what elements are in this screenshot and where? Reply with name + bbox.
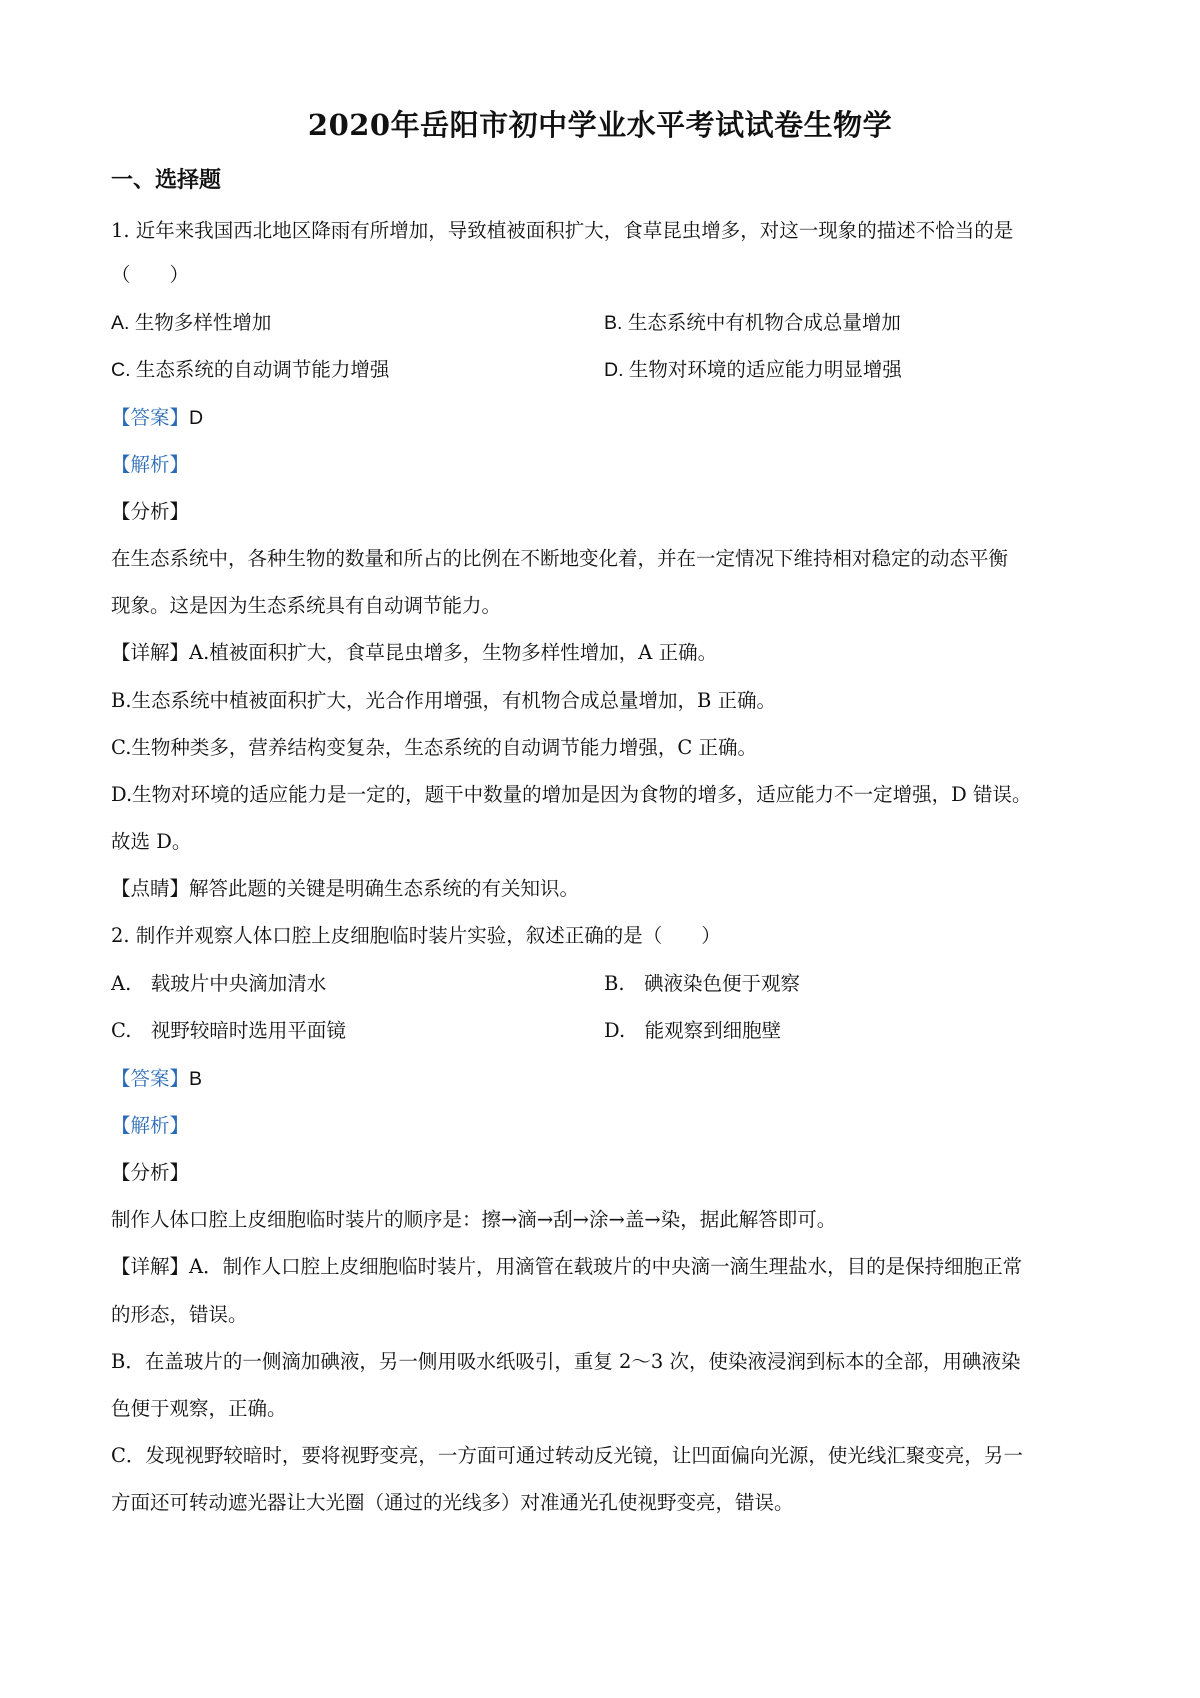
page-title: 2020年岳阳市初中学业水平考试试卷生物学 [307, 108, 893, 142]
q2-detail-b-line-2: 色便于观察，正确。 [111, 1397, 287, 1420]
detail-tag: 【详解】 [111, 641, 190, 664]
q1-option-c: C. 生态系统的自动调节能力增强 [111, 359, 390, 381]
q2-option-a: A. 载玻片中央滴加清水 [111, 972, 327, 995]
q1-paren: （ ） [111, 263, 190, 286]
answer-tag: 【答案】 [111, 406, 190, 429]
q2-analysis-line-1: 制作人体口腔上皮细胞临时装片的顺序是：擦→滴→刮→涂→盖→染，据此解答即可。 [111, 1208, 837, 1231]
q2-option-b: B. 碘液染色便于观察 [604, 972, 801, 995]
q2-fenxi-tag: 【分析】 [111, 1161, 190, 1184]
q1-analysis-line-1: 在生态系统中，各种生物的数量和所占的比例在不断地变化着，并在一定情况下维持相对稳定的动态平衡 [111, 547, 1009, 570]
q1-fenxi-tag: 【分析】 [111, 500, 190, 523]
answer-value: B [189, 1068, 203, 1090]
q1-detail-a [111, 640, 1101, 666]
q1-analysis-line-2: 现象。这是因为生态系统具有自动调节能力。 [111, 594, 502, 617]
section-heading: 一、选择题 [111, 167, 222, 193]
q1-detail-d: D.生物对环境的适应能力是一定的，题干中数量的增加是因为食物的增多，适应能力不一定增强，D 错误。 [111, 783, 1032, 806]
q1-stem: 1. 近年来我国西北地区降雨有所增加，导致植被面积扩大，食草昆虫增多，对这一现象的描述不恰当的是 [111, 219, 1014, 242]
q2-detail-a-line-1: 【详解】A．制作人口腔上皮细胞临时装片，用滴管在载玻片的中央滴一滴生理盐水，目的是保持细胞正常 [111, 1255, 1023, 1278]
q2-detail-b-line-1: B．在盖玻片的一侧滴加碘液，另一侧用吸水纸吸引，重复 2～3 次，使染液浸润到标本的全部，用碘液染 [111, 1350, 1021, 1373]
q1-detail-b: B.生态系统中植被面积扩大，光合作用增强，有机物合成总量增加，B 正确。 [111, 689, 777, 712]
q2-option-d: D. 能观察到细胞壁 [604, 1019, 782, 1042]
q1-answer [111, 405, 1101, 431]
q2-detail-a-line-2: 的形态，错误。 [111, 1303, 248, 1326]
q1-comment: 【点睛】解答此题的关键是明确生态系统的有关知识。 [111, 877, 580, 900]
q1-detail-c: C.生物种类多，营养结构变复杂，生态系统的自动调节能力增强，C 正确。 [111, 736, 758, 759]
q2-jiexi-tag: 【解析】 [111, 1114, 190, 1137]
detail-text: A.植被面积扩大，食草昆虫增多，生物多样性增加，A 正确。 [189, 641, 718, 664]
q1-jiexi-tag: 【解析】 [111, 453, 190, 476]
q1-option-a: A. 生物多样性增加 [111, 312, 272, 334]
answer-tag: 【答案】 [111, 1067, 190, 1090]
q2-option-c: C. 视野较暗时选用平面镜 [111, 1019, 346, 1042]
answer-value: D [189, 407, 204, 429]
q1-option-d: D. 生物对环境的适应能力明显增强 [604, 359, 902, 381]
q2-detail-c-line-1: C．发现视野较暗时，要将视野变亮，一方面可通过转动反光镜，让凹面偏向光源，使光线汇聚变亮，另一 [111, 1444, 1023, 1467]
q2-detail-c-line-2: 方面还可转动遮光器让大光圈（通过的光线多）对准通光孔使视野变亮，错误。 [111, 1491, 794, 1514]
q1-option-b: B. 生态系统中有机物合成总量增加 [604, 312, 901, 334]
q2-answer [111, 1066, 1101, 1092]
q2-stem: 2. 制作并观察人体口腔上皮细胞临时装片实验，叙述正确的是（ ） [111, 924, 721, 947]
q1-conclusion: 故选 D。 [111, 830, 192, 853]
